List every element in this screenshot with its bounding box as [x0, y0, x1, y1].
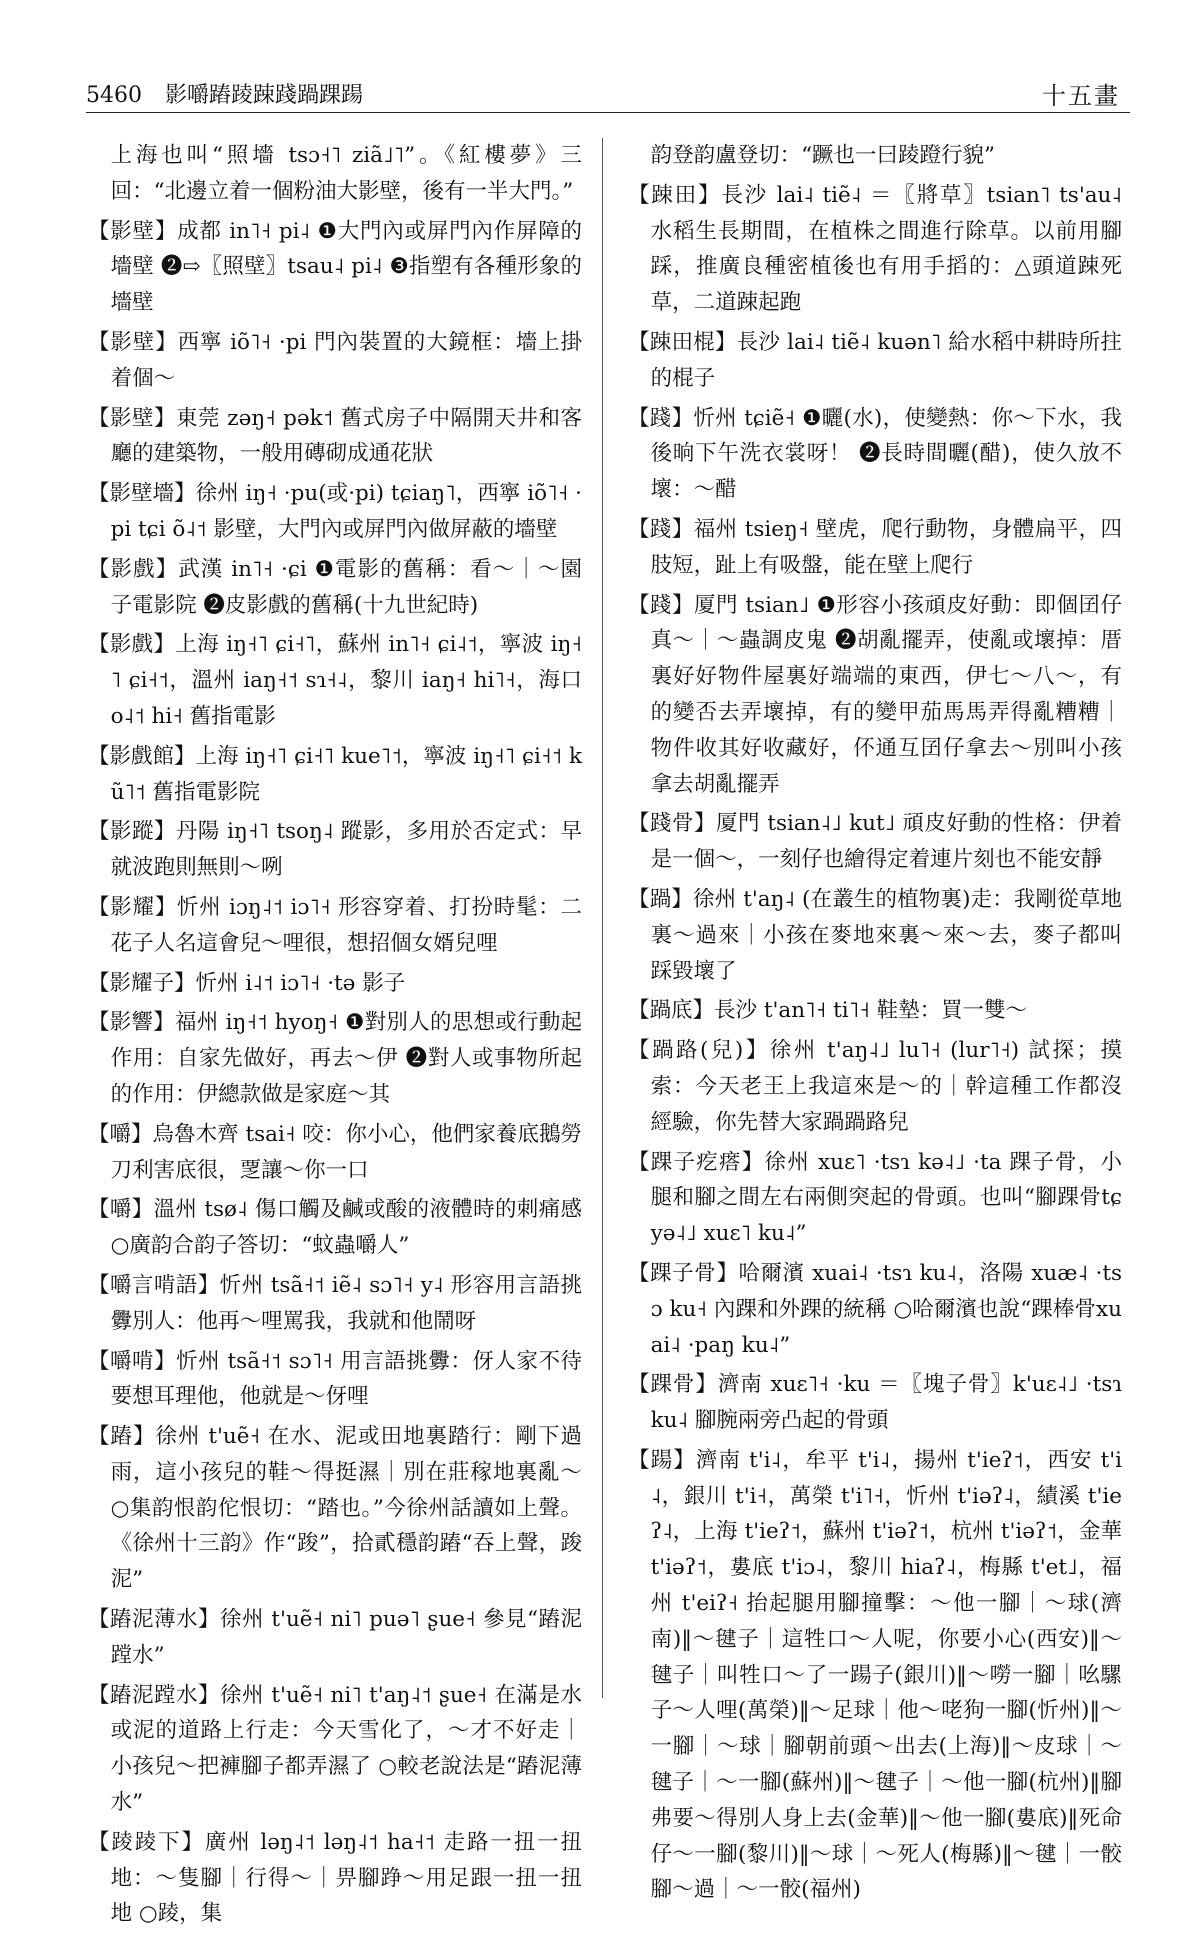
dictionary-entry: 【踝子疙瘩】徐州 xuɛ˥ ·tsɿ kə˨˩ ·ta 踝子骨，小腿和腳之間左右兩側突起的骨頭。也叫“腳踝骨tɕyə˨˩ xuɛ˥ ku˨”	[628, 1149, 1122, 1247]
column-divider	[602, 138, 603, 1698]
dictionary-entry: 【踐骨】厦門 tsian˨˩ kut˩ 頑皮好動的性格：伊着是一個～，一刻仔也繪得定着連片刻也不能安靜	[628, 811, 1122, 873]
dictionary-entry: 【影蹤】丹陽 iŋ˧˥ tsoŋ˨ 蹤影，多用於否定式：早就波跑則無則～咧	[88, 819, 582, 881]
dictionary-entry: 【嚼】溫州 tsø˨ 傷口觸及鹹或酸的液體時的刺痛感 ○廣韵合韵子答切：“蚊蟲嚼人”	[88, 1197, 582, 1259]
dictionary-entry: 【踼】濟南 t'i˨，牟平 t'i˨，揚州 t'ieʔ˦，西安 t'i˨，銀川 t'i˧，萬榮 t'i˥˧，忻州 t'iəʔ˨，績溪 t'ieʔ˨，上海 t'ieʔ˦，蘇州 t'iəʔ˦，杭州 t'iəʔ˦，金華 t'iəʔ˦，婁底 t'iɔ˨，黎川 hiaʔ˨，梅縣 t'et˩，福州 t'eiʔ˧ 抬起腿用腳撞擊：～他一腳｜～球(濟南)‖～毽子｜這牲口～人呢，你要小心(西安)‖～毽子｜叫牲口～了一踼子(銀川)‖～嘮一腳｜吆騾子～人哩(萬榮)‖～足球｜他～咾狗一腳(忻州)‖～一腳｜～球｜腳朝前頭～出去(上海)‖～皮球｜～毽子｜～一腳(蘇州)‖～毽子｜～他一腳(杭州)‖腳弗要～得別人身上去(金華)‖～他一腳(婁底)‖死命仔～一腳(黎川)‖～球｜～死人(梅縣)‖～毽｜一骹腳～過｜～一骹(福州)	[628, 1447, 1122, 1903]
dictionary-entry: 上海也叫“照墻 tsɔ˧˥ ziã˩˥”。《紅樓夢》三回：“北邊立着一個粉油大影壁，後有一半大門。”	[110, 143, 582, 204]
page-number: 5460	[86, 83, 142, 108]
right-column	[628, 138, 1122, 1912]
dictionary-entry: 【踝子骨】哈爾濱 xuai˨ ·tsɿ ku˨，洛陽 xuæ˨ ·tsɔ ku˧ 內踝和外踝的統稱 ○哈爾濱也說“踝棒骨xuai˨ ·paŋ ku˨”	[628, 1260, 1122, 1358]
dictionary-entry: 【蹖泥蹚水】徐州 t'uẽ˧ ni˥ t'aŋ˨˦ ʂue˧ 在滿是水或泥的道路上行走：今天雪化了，～才不好走｜小孩兒～把褲腳子都弄濕了 ○較老說法是“蹖泥薄水”	[88, 1682, 582, 1816]
left-column	[88, 138, 582, 1936]
dictionary-entry: 【踐】忻州 tɕiẽ˧ ❶曬(水)，使變熱：你～下水，我後晌下午洗衣裳呀！ ❷長時間曬(醋)，使久放不壞：～醋	[628, 405, 1122, 503]
dictionary-entry: 【嚼】烏魯木齊 tsai˧ 咬：你小心，他們家養底鵝勞刀利害底很，覂讓～你一口	[88, 1121, 582, 1183]
dictionary-entry: 【影壁】成都 in˥˧ pi˨ ❶大門內或屏門內作屏障的墻壁 ❷⇨〖照壁〗tsau˨ pi˨ ❸指塑有各種形象的墻壁	[88, 218, 582, 316]
dictionary-entry: 【踻】徐州 t'aŋ˨ (在叢生的植物裏)走：我剛從草地裏～過來｜小孩在麥地來裏～來～去，麥子都叫踩毀壞了	[628, 886, 1122, 984]
dictionary-entry: 【蹖泥薄水】徐州 t'uẽ˧ ni˥ puə˥ ʂue˧ 參見“蹖泥蹚水”	[88, 1607, 582, 1668]
dictionary-entry: 【影壁墻】徐州 iŋ˧ ·pu(或·pi) tɕiaŋ˥，西寧 iõ˥˧ ·pi tɕi õ˨˦ 影壁，大門內或屏門內做屏蔽的墻壁	[88, 481, 582, 542]
dictionary-entry: 【踻路(兒)】徐州 t'aŋ˨˩ lu˥˧ (lur˥˧) 試探；摸索：今天老王上我這來是～的｜幹這種工作都沒經驗，你先替大家踻踻路兒	[628, 1038, 1122, 1135]
dictionary-entry: 【踝骨】濟南 xuɛ˥˧ ·ku ＝〖塊子骨〗k'uɛ˨˩ ·tsɿ ku˨ 腳腕兩旁凸起的骨頭	[628, 1372, 1122, 1434]
header-rule	[86, 112, 1130, 113]
dictionary-entry: 【影戲館】上海 iŋ˧˥ ɕi˧˥ kue˥˦，寧波 iŋ˧˥ ɕi˧˦ kũ˥˦ 舊指電影院	[88, 743, 582, 805]
dictionary-entry: 【蹖】徐州 t'uẽ˧ 在水、泥或田地裏踏行：剛下過雨，這小孩兒的鞋～得挺濕｜別在莊稼地裏亂～ ○集韵恨韵佗恨切：“踏也。”今徐州話讀如上聲。《徐州十三韵》作“踆”，拾貳穩韵蹖“吞上聲，踆泥”	[88, 1424, 582, 1593]
page-header-left	[86, 78, 363, 109]
dictionary-entry: 【踈田】長沙 lai˨ tiẽ˨ ＝〖將草〗tsian˥ ts'au˨ 水稻生長期間，在植株之間進行除草。以前用腳踩，推廣良種密植後也有用手搯的：△頭道踈死草，二道踈起跑	[628, 182, 1122, 316]
dictionary-entry: 【影壁】東莞 zəŋ˧ pək˦ 舊式房子中隔開天井和客廳的建築物，一般用磚砌成通花狀	[88, 405, 582, 467]
dictionary-entry: 【影響】福州 iŋ˧˦ hyoŋ˧ ❶對別人的思想或行動起作用：自家先做好，再去～伊 ❷對人或事物所起的作用：伊總款做是家庭～其	[88, 1010, 582, 1107]
dictionary-entry: 【嚼言啃語】忻州 tsã˧˦ iẽ˨ sɔ˥˧ y˨ 形容用言語挑釁別人：他再～哩罵我，我就和他鬧呀	[88, 1272, 582, 1334]
head-characters: 影嚼蹖踜踈踐踻踝踼	[165, 83, 364, 108]
dictionary-entry: 【影戲】上海 iŋ˧˥ ɕi˧˥，蘇州 in˥˧ ɕi˨˦，寧波 iŋ˧˥ ɕi˧˦，溫州 iaŋ˧˦ sɿ˧˨，黎川 iaŋ˧ hi˥˧，海口 o˨˦ hi˧ 舊指電影	[88, 632, 582, 729]
dictionary-entry: 韵登韵盧登切：“蹶也一曰踜蹬行貌”	[650, 143, 996, 168]
dictionary-entry: 【踻底】長沙 t'an˥˧ ti˥˧ 鞋墊：買一雙～	[628, 998, 1028, 1024]
dictionary-entry: 【影壁】西寧 iõ˥˧ ·pi 門內裝置的大鏡框：墻上掛着個～	[88, 329, 582, 391]
dictionary-entry: 【影耀】忻州 iɔŋ˨˦ iɔ˥˧ 形容穿着、打扮時髦：二花子人名這會兒～哩很，想招個女婿兒哩	[88, 894, 582, 956]
dictionary-entry: 【影耀子】忻州 i˨˦ iɔ˥˧ ·tə 影子	[88, 970, 406, 996]
dictionary-entry: 【影戲】武漢 in˥˧ ·ɕi ❶電影的舊稱：看～｜～園子電影院 ❷皮影戲的舊稱(十九世紀時)	[88, 556, 582, 618]
dictionary-entry: 【踜踜下】廣州 ləŋ˨˦ ləŋ˨˦ ha˧˦ 走路一扭一扭地：～隻腳｜行得～｜畀腳踭～用足跟一扭一扭地 ○踜，集	[88, 1829, 582, 1927]
dictionary-entry: 【嚼啃】忻州 tsã˧˦ sɔ˥˧ 用言語挑釁：伢人家不待要想耳理他，他就是～伢哩	[88, 1348, 582, 1410]
stroke-section-label: 十五畫	[1042, 82, 1120, 110]
dictionary-entry: 【踈田棍】長沙 lai˨ tiẽ˨ kuən˥ 給水稻中耕時所拄的棍子	[628, 329, 1122, 391]
dictionary-entry: 【踐】厦門 tsian˩ ❶形容小孩頑皮好動：即個囝仔真～｜～蟲調皮鬼 ❷胡亂擺弄，使亂或壞掉：厝裏好好物件屋裏好端端的東西，伊七～八～，有的變否去弄壞掉，有的變甲茄馬馬弄得亂糟糟｜物件收其好收藏好，伓通互囝仔拿去～別叫小孩拿去胡亂擺弄	[628, 592, 1122, 797]
dictionary-entry: 【踐】福州 tsieŋ˧ 壁虎，爬行動物，身體扁平，四肢短，趾上有吸盤，能在壁上爬行	[628, 516, 1122, 578]
